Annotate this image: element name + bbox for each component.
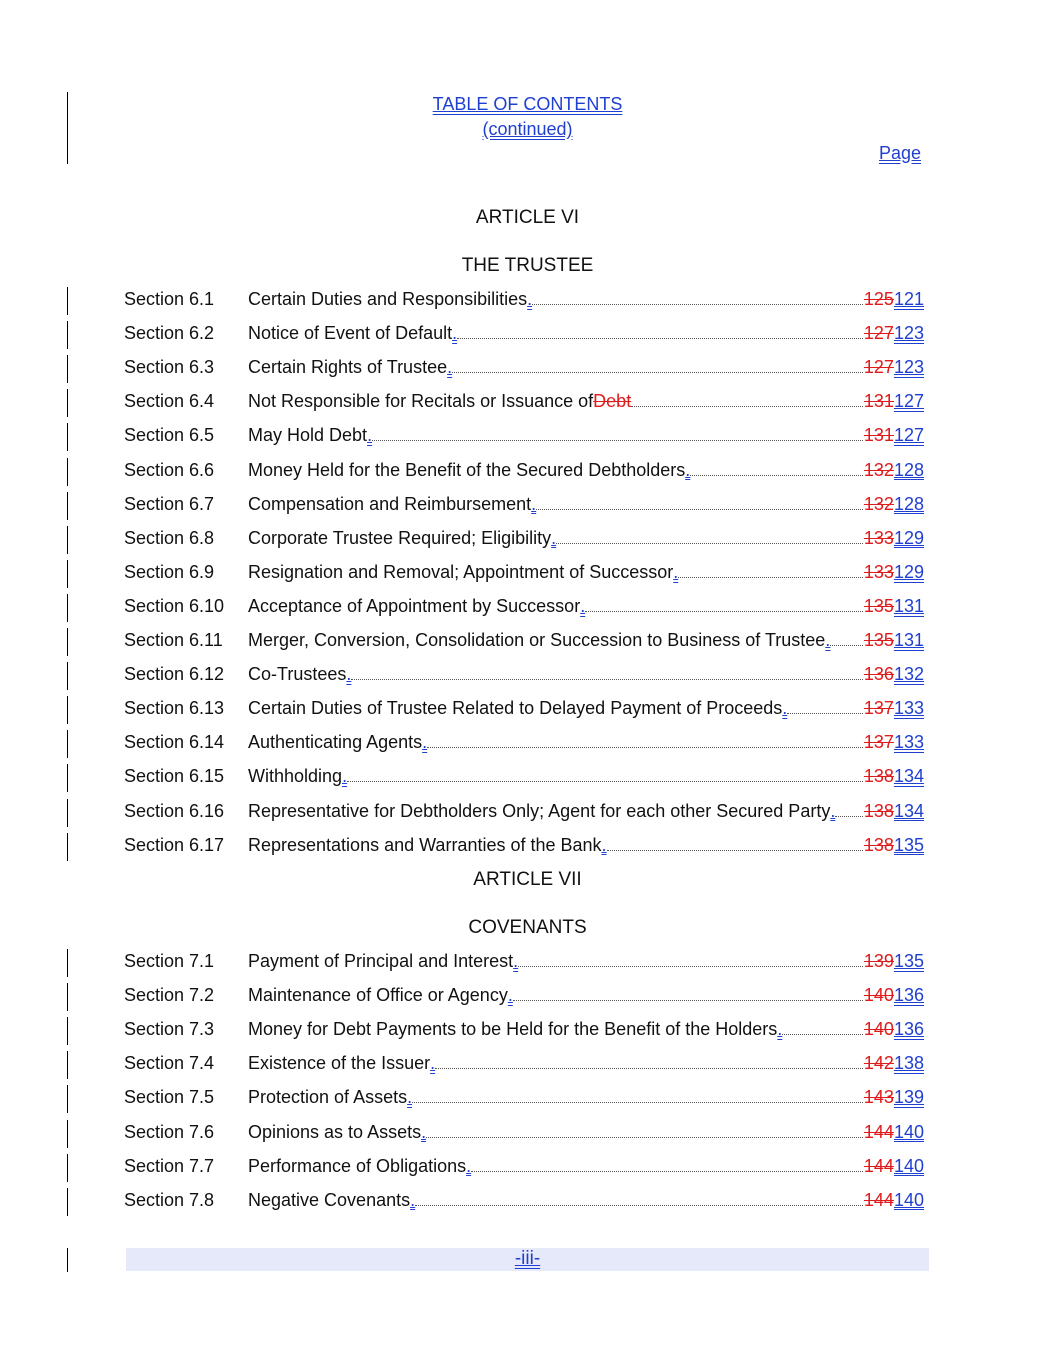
toc-entry[interactable] — [124, 391, 924, 417]
toc-entry[interactable] — [124, 801, 924, 827]
old-page-number: 131 — [863, 391, 894, 412]
toc-entry[interactable] — [124, 357, 924, 383]
toc-entry[interactable] — [124, 562, 924, 588]
change-bar — [67, 492, 68, 520]
toc-entry[interactable] — [124, 951, 924, 977]
inserted-period: . — [513, 951, 519, 971]
new-page-number[interactable]: 140 — [893, 1121, 924, 1142]
new-page-number[interactable]: 136 — [893, 985, 924, 1006]
section-number: Section 6.9 — [124, 561, 215, 582]
toc-entry[interactable] — [124, 985, 924, 1011]
new-page-number[interactable]: 136 — [893, 1019, 924, 1040]
section-number: Section 7.8 — [124, 1189, 215, 1210]
change-bar — [67, 696, 68, 724]
inserted-period: . — [410, 1189, 416, 1210]
dot-leader — [532, 290, 863, 305]
new-page-number[interactable]: 121 — [893, 289, 924, 309]
section-number: Section 6.6 — [124, 459, 215, 480]
change-bar — [67, 799, 68, 827]
new-page-number[interactable]: 133 — [893, 698, 924, 719]
dot-leader — [690, 461, 863, 476]
section-number: Section 7.4 — [124, 1053, 215, 1074]
dot-leader — [426, 1123, 863, 1138]
toc-entry[interactable] — [124, 630, 924, 656]
dot-leader — [607, 836, 863, 851]
change-bar — [67, 949, 68, 977]
section-title[interactable]: Certain Rights of Trustee — [248, 357, 448, 378]
section-title[interactable]: Withholding — [248, 766, 343, 787]
dot-leader — [835, 802, 863, 817]
section-number: Section 6.12 — [124, 664, 225, 685]
new-page-number[interactable]: 129 — [893, 561, 924, 582]
new-page-number[interactable]: 134 — [893, 800, 924, 821]
change-bar — [67, 764, 68, 792]
dot-leader — [457, 324, 863, 339]
change-bar — [67, 1017, 68, 1045]
section-title[interactable]: Payment of Principal and Interest — [248, 951, 514, 971]
section-number: Section 6.15 — [124, 766, 225, 787]
section-title[interactable]: Not Responsible for Recitals or Issuance of — [248, 391, 594, 412]
dot-leader — [412, 1088, 863, 1103]
inserted-period: . — [551, 527, 557, 548]
section-title[interactable]: Opinions as to Assets — [248, 1121, 422, 1142]
change-bar — [67, 1120, 68, 1148]
new-page-number[interactable]: 135 — [893, 951, 924, 971]
old-page-number: 138 — [863, 834, 894, 855]
toc-entry[interactable] — [124, 494, 924, 520]
toc-title[interactable]: TABLE OF CONTENTS — [432, 94, 623, 114]
old-page-number: 127 — [863, 323, 894, 344]
inserted-period: . — [777, 1019, 783, 1040]
new-page-number[interactable]: 129 — [893, 527, 924, 548]
inserted-period: . — [507, 985, 513, 1006]
section-number: Section 6.13 — [124, 698, 225, 719]
toc-entry[interactable] — [124, 1053, 924, 1079]
section-number: Section 6.1 — [124, 289, 215, 309]
old-page-number: 140 — [863, 985, 894, 1006]
dot-leader — [513, 986, 863, 1001]
section-number: Section 6.5 — [124, 425, 215, 446]
article-title: THE TRUSTEE — [461, 255, 594, 276]
section-number: Section 6.16 — [124, 800, 225, 821]
old-page-number: 139 — [863, 951, 894, 971]
section-title[interactable]: Notice of Event of Default — [248, 323, 453, 344]
old-page-number: 131 — [863, 425, 894, 446]
dot-leader — [631, 392, 863, 407]
section-number: Section 6.2 — [124, 323, 215, 344]
page-number[interactable]: -iii- — [514, 1248, 541, 1269]
inserted-period: . — [580, 595, 586, 616]
dot-leader — [347, 767, 863, 782]
section-title[interactable]: Money Held for the Benefit of the Secured Debtholders — [248, 459, 686, 480]
old-page-number: 137 — [863, 698, 894, 719]
change-bar — [67, 458, 68, 486]
toc-entry[interactable] — [124, 289, 924, 315]
section-title[interactable]: Representative for Debtholders Only; Agent for each other Secured Party — [248, 800, 831, 821]
toc-entry[interactable] — [124, 835, 924, 861]
inserted-period: . — [782, 698, 788, 719]
inserted-period: . — [527, 289, 533, 309]
inserted-period: . — [342, 766, 348, 787]
old-page-number: 133 — [863, 561, 894, 582]
toc-entry[interactable] — [124, 425, 924, 451]
toc-entry[interactable] — [124, 664, 924, 690]
change-bar — [67, 1051, 68, 1079]
section-title[interactable]: Resignation and Removal; Appointment of Successor — [248, 561, 674, 582]
old-page-number: 132 — [863, 459, 894, 480]
section-title[interactable]: Compensation and Reimbursement — [248, 493, 532, 514]
section-number: Section 6.3 — [124, 357, 215, 378]
change-bar — [67, 730, 68, 758]
inserted-period: . — [407, 1087, 413, 1108]
section-title[interactable]: Money for Debt Payments to be Held for the Benefit of the Holders — [248, 1019, 778, 1040]
inserted-period: . — [346, 664, 352, 685]
inserted-period: . — [601, 834, 607, 855]
inserted-period: . — [466, 1155, 472, 1176]
section-number: Section 7.2 — [124, 985, 215, 1006]
dot-leader — [678, 563, 863, 578]
section-title[interactable]: Protection of Assets — [248, 1087, 408, 1108]
dot-leader — [427, 733, 863, 748]
old-page-number: 125 — [863, 289, 894, 309]
change-bar — [67, 594, 68, 622]
section-number: Section 6.14 — [124, 732, 225, 753]
section-number: Section 7.3 — [124, 1019, 215, 1040]
old-page-number: 138 — [863, 766, 894, 787]
section-title[interactable]: Merger, Conversion, Consolidation or Succession to Business of Trustee — [248, 630, 826, 650]
new-page-number[interactable]: 138 — [893, 1053, 924, 1074]
dot-leader — [585, 597, 863, 612]
inserted-period: . — [421, 1121, 427, 1142]
new-page-number[interactable]: 131 — [893, 595, 924, 616]
new-page-number[interactable]: 135 — [893, 834, 924, 855]
old-page-number: 144 — [863, 1189, 894, 1210]
dot-leader — [372, 426, 863, 441]
old-page-number: 133 — [863, 527, 894, 548]
change-bar — [67, 833, 68, 861]
change-bar — [67, 560, 68, 588]
section-title[interactable]: Certain Duties of Trustee Related to Delayed Payment of Proceeds — [248, 698, 783, 719]
old-page-number: 144 — [863, 1155, 894, 1176]
dot-leader — [435, 1054, 863, 1069]
change-bar — [67, 1154, 68, 1182]
toc-subtitle[interactable]: (continued) — [482, 119, 573, 139]
toc-entry[interactable] — [124, 1190, 924, 1216]
new-page-number[interactable]: 134 — [893, 766, 924, 787]
old-page-number: 138 — [863, 800, 894, 821]
new-page-number[interactable]: 140 — [893, 1189, 924, 1210]
section-title[interactable]: Representations and Warranties of the Bank — [248, 834, 602, 855]
section-number: Section 6.4 — [124, 391, 215, 412]
change-bar — [67, 628, 68, 656]
change-bar — [67, 662, 68, 690]
dot-leader — [536, 495, 863, 510]
new-page-number[interactable]: 128 — [893, 459, 924, 480]
new-page-number[interactable]: 139 — [893, 1087, 924, 1108]
inserted-period: . — [830, 800, 836, 821]
section-number: Section 7.7 — [124, 1155, 215, 1176]
section-title[interactable]: Co-Trustees — [248, 664, 347, 685]
old-page-number: 136 — [863, 664, 894, 685]
change-bar — [67, 1188, 68, 1216]
section-number: Section 6.17 — [124, 834, 225, 855]
dot-leader — [452, 358, 863, 373]
inserted-period: . — [673, 561, 679, 582]
dot-leader — [787, 699, 863, 714]
toc-entry[interactable] — [124, 460, 924, 486]
inserted-period: . — [422, 732, 428, 753]
inserted-period: . — [367, 425, 373, 446]
toc-entry[interactable] — [124, 323, 924, 349]
new-page-number[interactable]: 127 — [893, 391, 924, 412]
inserted-period: . — [447, 357, 453, 378]
old-page-number: 140 — [863, 1019, 894, 1040]
article-heading: ARTICLE VI — [475, 207, 580, 228]
dot-leader — [556, 529, 863, 544]
section-title[interactable]: Negative Covenants — [248, 1189, 411, 1210]
change-bar — [67, 321, 68, 349]
new-page-number[interactable]: 127 — [893, 425, 924, 446]
inserted-period: . — [452, 323, 458, 344]
change-bar — [67, 389, 68, 417]
old-page-number: 132 — [863, 493, 894, 514]
new-page-number[interactable]: 123 — [893, 357, 924, 378]
dot-leader — [471, 1157, 863, 1172]
old-page-number: 144 — [863, 1121, 894, 1142]
toc-entry[interactable] — [124, 1087, 924, 1113]
page-column-label[interactable]: Page — [878, 143, 921, 163]
section-number: Section 6.11 — [124, 630, 223, 650]
section-number: Section 7.6 — [124, 1121, 215, 1142]
new-page-number[interactable]: 133 — [893, 732, 924, 753]
old-page-number: 135 — [863, 630, 894, 650]
section-title[interactable]: Corporate Trustee Required; Eligibility — [248, 527, 552, 548]
section-title[interactable]: Maintenance of Office or Agency — [248, 985, 508, 1006]
toc-entry[interactable] — [124, 698, 924, 724]
inserted-period: . — [531, 493, 537, 514]
inserted-period: . — [825, 630, 831, 650]
old-page-number: 143 — [863, 1087, 894, 1108]
change-bar — [67, 1085, 68, 1113]
section-number: Section 6.10 — [124, 595, 225, 616]
section-number: Section 7.5 — [124, 1087, 215, 1108]
toc-entry[interactable] — [124, 1156, 924, 1182]
inserted-period: . — [685, 459, 691, 480]
change-bar — [67, 287, 68, 315]
section-number: Section 6.8 — [124, 527, 215, 548]
new-page-number[interactable]: 123 — [893, 323, 924, 344]
article-heading: ARTICLE VII — [473, 869, 582, 890]
old-page-number: 142 — [863, 1053, 894, 1074]
section-title[interactable]: Acceptance of Appointment by Successor — [248, 595, 581, 616]
new-page-number[interactable]: 132 — [893, 664, 924, 685]
toc-entry[interactable] — [124, 1122, 924, 1148]
toc-entry[interactable] — [124, 1019, 924, 1045]
section-title[interactable]: Existence of the Issuer — [248, 1053, 431, 1074]
toc-entry[interactable] — [124, 596, 924, 622]
dot-leader — [351, 665, 863, 680]
dot-leader — [830, 631, 863, 646]
section-number: Section 6.7 — [124, 493, 215, 514]
inserted-period: . — [430, 1053, 436, 1074]
dot-leader — [518, 952, 863, 967]
new-page-number[interactable]: 131 — [893, 630, 924, 650]
new-page-number[interactable]: 140 — [893, 1155, 924, 1176]
change-bar — [67, 355, 68, 383]
toc-entry[interactable] — [124, 732, 924, 758]
section-number: Section 7.1 — [124, 951, 215, 971]
old-page-number: 137 — [863, 732, 894, 753]
change-bar — [67, 423, 68, 451]
section-title[interactable]: Performance of Obligations — [248, 1155, 467, 1176]
article-title: COVENANTS — [468, 917, 587, 938]
dot-leader — [782, 1020, 863, 1035]
section-title[interactable]: Certain Duties and Responsibilities — [248, 289, 528, 309]
dot-leader — [415, 1191, 863, 1206]
old-page-number: 135 — [863, 595, 894, 616]
deleted-title-text: Debt — [593, 391, 632, 412]
change-bar — [67, 983, 68, 1011]
change-bar — [67, 526, 68, 554]
section-title[interactable]: May Hold Debt — [248, 425, 368, 446]
toc-entry[interactable] — [124, 766, 924, 792]
old-page-number: 127 — [863, 357, 894, 378]
section-title[interactable]: Authenticating Agents — [248, 732, 423, 753]
toc-entry[interactable] — [124, 528, 924, 554]
new-page-number[interactable]: 128 — [893, 493, 924, 514]
